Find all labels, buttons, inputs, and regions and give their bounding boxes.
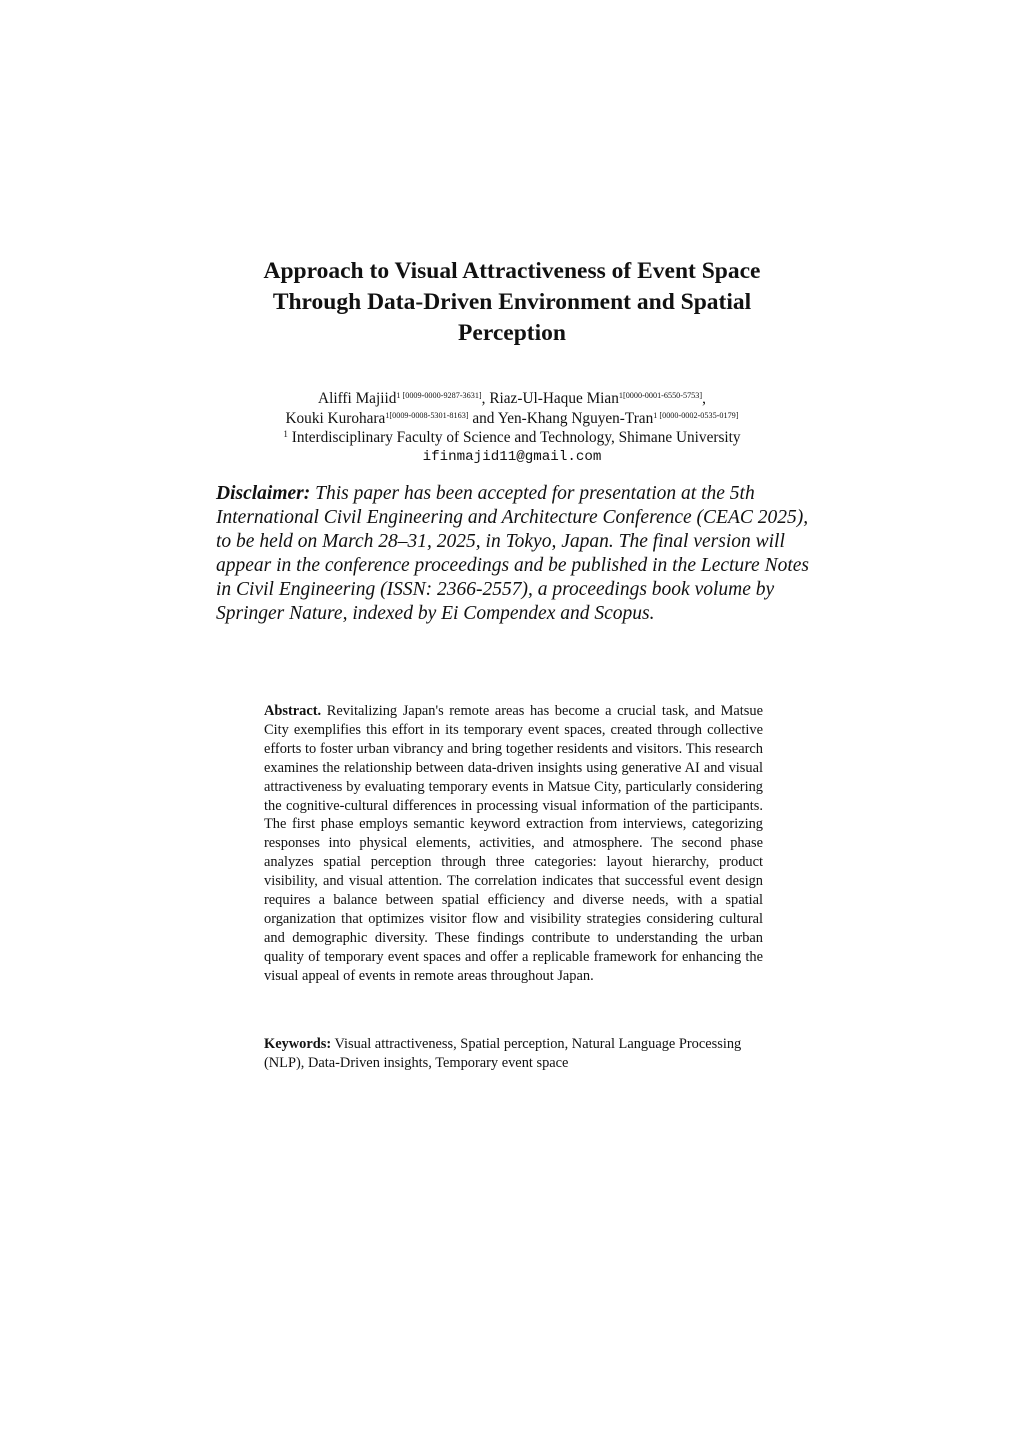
affiliation-marker: 1 xyxy=(283,429,288,439)
keywords-label: Keywords: xyxy=(264,1036,332,1052)
author-block xyxy=(190,389,834,467)
author-line-1 xyxy=(190,389,834,409)
abstract-label: Abstract. xyxy=(264,703,322,719)
author-name: Yen-Khang Nguyen-Tran xyxy=(497,409,654,427)
author-separator: , xyxy=(702,390,706,407)
abstract-text: Revitalizing Japan's remote areas has become a crucial task, and Matsue City exemplifies this effort in its temporary event spaces, created through collective efforts to foster urban vibrancy and bring together residents and visitors. This research examines the relationship between data-driven insights using generative AI and visual attractiveness by evaluating temporary events in Matsue City, particularly considering the cognitive-cultural differences in processing visual information of the participants. The first phase employs semantic keyword extraction from interviews, categorizing responses into physical elements, activities, and atmosphere. The second phase analyzes spatial perception through three categories: layout hierarchy, product visibility, and visual attention. The correlation indicates that successful event design requires a balance between spatial efficiency and diverse needs, with a spatial organization that optimizes visitor flow and visibility strategies considering cultural and demographic diversity. These findings contribute to understanding the urban quality of temporary event spaces and offer a replicable framework for enhancing the visual appeal of events in remote areas throughout Japan. xyxy=(264,703,763,984)
keywords xyxy=(264,1035,763,1073)
author-orcid: 1 [0000-0002-0535-0179] xyxy=(653,410,739,420)
title-line-1: Approach to Visual Attractiveness of Event Space xyxy=(263,258,761,284)
author-line-2 xyxy=(190,409,834,429)
author-name: Kouki Kurohara xyxy=(285,409,386,427)
disclaimer xyxy=(216,482,816,625)
author-orcid: 1 [0009-0000-9287-3631] xyxy=(396,391,482,400)
disclaimer-text: This paper has been accepted for presentation at the 5th International Civil Engineering and Architecture Conference (CEAC 2025), to be held on March 28–31, 2025, in Tokyo, Japan. The final version will appear in the conference proceedings and be published in the Lecture Notes in Civil Engineering (ISSN: 2366-2557), a proceedings book volume by Springer Nature, indexed by Ei Compendex and Scopus. xyxy=(216,483,809,624)
paper-title xyxy=(212,256,812,349)
abstract xyxy=(264,702,763,986)
author-name: Riaz-Ul-Haque Mian xyxy=(489,390,619,407)
affiliation-text: Interdisciplinary Faculty of Science and Technology, Shimane University xyxy=(291,429,741,446)
disclaimer-label: Disclaimer: xyxy=(216,483,311,504)
author-orcid: 1[0009-0008-5301-8163] xyxy=(385,410,469,420)
keywords-text: Visual attractiveness, Spatial perception, Natural Language Processing (NLP), Data-Driven insights, Temporary event space xyxy=(264,1036,742,1071)
author-separator: and xyxy=(468,409,498,427)
affiliation xyxy=(190,428,834,448)
author-name: Aliffi Majiid xyxy=(318,390,397,407)
author-separator: , xyxy=(481,390,490,407)
author-orcid: 1[0000-0001-6550-5753] xyxy=(618,391,703,400)
title-line-3: Perception xyxy=(458,320,566,346)
title-line-2: Through Data-Driven Environment and Spatial xyxy=(272,289,752,315)
author-email: ifinmajid11@gmail.com xyxy=(422,448,602,465)
